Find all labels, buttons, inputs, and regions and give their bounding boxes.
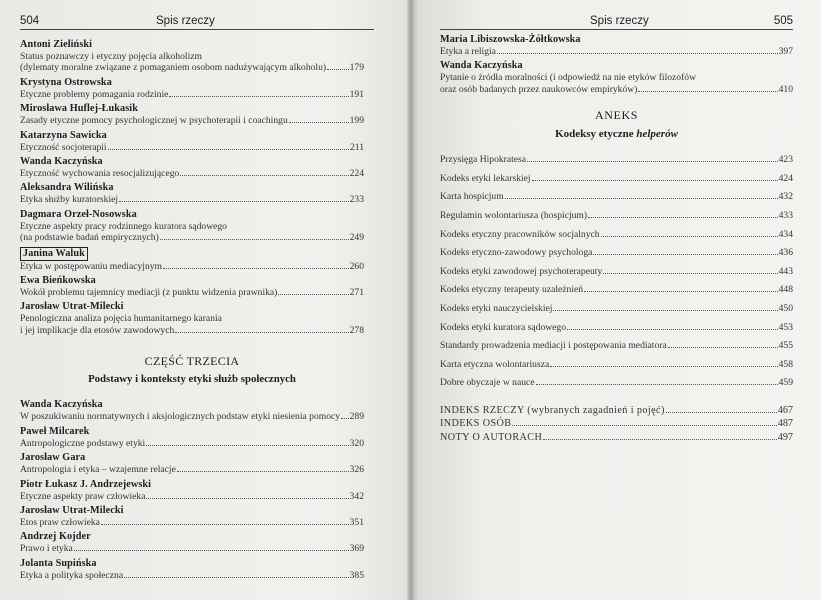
entry-author: Maria Libiszowska-Żółtkowska (440, 34, 581, 45)
toc-line (440, 418, 793, 429)
entry-author: Aleksandra Wilińska (20, 182, 114, 194)
book-gutter (406, 0, 414, 600)
entry-page: 199 (349, 115, 364, 127)
entry-title: Przysięga Hipokratesa (440, 154, 527, 166)
toc-entry (20, 156, 364, 179)
entry-page: 351 (349, 516, 364, 528)
toc-line (440, 359, 793, 370)
toc-line (20, 491, 364, 502)
toc-entry (20, 301, 364, 336)
annex-list (440, 154, 793, 389)
dot-leader (119, 201, 349, 202)
toc-line (440, 191, 793, 202)
dot-leader (341, 418, 349, 419)
toc-entry (20, 531, 364, 554)
toc-line (20, 517, 364, 528)
entry-page: 249 (349, 232, 364, 244)
index-list (440, 405, 793, 443)
dot-leader (497, 53, 778, 54)
entry-author: Mirosława Huflej-Łukasik (20, 103, 138, 115)
toc-line (440, 229, 793, 240)
entry-title: Standardy prowadzenia mediacji i postępowania mediatora (440, 340, 667, 352)
dot-leader (505, 198, 778, 199)
dot-leader (124, 577, 349, 578)
entry-page: 448 (778, 284, 793, 296)
toc-line (440, 405, 793, 416)
entry-page: 453 (778, 321, 793, 333)
toc-entry (20, 77, 364, 100)
annex-title-italic: helperów (636, 128, 678, 141)
dot-leader (146, 445, 348, 446)
entry-author-highlighted: Janina Waluk (20, 247, 88, 261)
entry-title: Etyczne problemy pomagania rodzinie (20, 88, 169, 100)
annex-label: ANEKS (594, 108, 638, 123)
entry-page: 443 (778, 265, 793, 277)
entry-title: Kodeks etyczny pracowników socjalnych (440, 228, 600, 240)
entry-page: 271 (349, 287, 364, 299)
entry-page: 455 (778, 340, 793, 352)
toc-line (440, 377, 793, 388)
annex-title-main: Kodeksy etyczne (555, 128, 634, 141)
dot-leader (550, 366, 777, 367)
entry-page: 320 (349, 437, 364, 449)
dot-leader (146, 498, 348, 499)
entry-title-line: Pytanie o źródła moralności (i odpowiedź na nie etyków filozofów (440, 72, 697, 84)
dot-leader (527, 161, 778, 162)
toc-line (20, 287, 364, 298)
toc-entries-part-three (20, 399, 364, 581)
toc-line (440, 84, 793, 95)
toc-line (20, 411, 364, 422)
entry-page: 289 (349, 411, 364, 423)
toc-line (20, 438, 364, 449)
entry-page: 326 (349, 464, 364, 476)
entry-page: 432 (778, 191, 793, 203)
entry-title: oraz osób badanych przez naukowców empiryków) (440, 83, 638, 95)
table-of-contents (20, 39, 364, 584)
entry-title: Zasady etyczne pomocy psychologicznej w psychoterapii i coachingu (20, 115, 288, 127)
toc-line (20, 168, 364, 179)
entry-author: Andrzej Kojder (20, 531, 91, 543)
entry-author: Wanda Kaczyńska (20, 156, 103, 168)
entry-page: 278 (349, 324, 364, 336)
toc-entry (20, 209, 364, 244)
toc-entry (440, 34, 793, 57)
toc-entry (20, 182, 364, 205)
entry-page: 458 (778, 358, 793, 370)
toc-line (20, 261, 364, 272)
entry-page: 179 (349, 62, 364, 74)
entry-title: Antropologia i etyka – wzajemne relacje (20, 464, 176, 476)
entry-page: 410 (778, 83, 793, 95)
dot-leader (169, 96, 348, 97)
entry-page: 369 (349, 543, 364, 555)
entry-author: Dagmara Orzeł-Nosowska (20, 208, 137, 220)
entry-author: Antoni Zieliński (20, 39, 93, 50)
toc-line (20, 115, 364, 126)
toc-entry (20, 39, 364, 74)
toc-line (20, 89, 364, 100)
dot-leader (101, 524, 349, 525)
dot-leader (543, 439, 777, 440)
toc-line (20, 194, 364, 205)
page-number: 504 (20, 15, 40, 27)
running-head (440, 4, 793, 30)
entry-author: Jarosław Gara (20, 452, 86, 464)
toc-entry (20, 479, 364, 502)
annex-title (440, 128, 793, 140)
entry-title: Kodeks etyczno-zawodowy psychologa (440, 247, 593, 259)
entry-author: Jarosław Utrat-Milecki (20, 301, 124, 313)
dot-leader (74, 550, 349, 551)
toc-line (20, 543, 364, 554)
toc-entry (20, 452, 364, 475)
entry-title: Antropologiczne podstawy etyki (20, 437, 146, 449)
toc-line (440, 247, 793, 258)
entry-title-line: Status poznawczy i etyczny pojęcia alkoholizm (20, 51, 202, 62)
entry-page: 433 (778, 210, 793, 221)
toc-line (440, 303, 793, 314)
toc-line (440, 284, 793, 295)
toc-entry (20, 399, 364, 422)
toc-line (440, 173, 793, 184)
dot-leader (567, 329, 778, 330)
entry-title: Etyczność wychowania resocjalizującego (20, 168, 180, 180)
running-title: Spis rzeczy (156, 15, 215, 27)
entry-title: Etyka a religia (440, 46, 496, 57)
toc-entry (20, 103, 364, 126)
toc-entry (20, 505, 364, 528)
entry-page: 434 (778, 228, 793, 240)
entry-page: 260 (349, 260, 364, 272)
toc-line (440, 210, 793, 221)
entry-title-line: Penologiczna analiza pojęcia humanitarnego karania (20, 313, 222, 325)
entry-title: i jej implikacje dla etosów zawodowych (20, 324, 175, 336)
entry-title: Kodeks etyki nauczycielskiej (440, 302, 553, 314)
entry-page: 436 (778, 247, 793, 259)
toc-line (20, 570, 364, 581)
toc-entry (20, 130, 364, 153)
dot-leader (278, 294, 348, 295)
running-title: Spis rzeczy (590, 15, 649, 27)
entry-title-line: Etyczne aspekty pracy rodzinnego kuratora sądowego (20, 220, 227, 232)
entry-title: Kodeks etyczny terapeuty uzależnień (440, 284, 584, 296)
entry-title: Etos praw człowieka (20, 516, 100, 528)
entry-page: 224 (349, 168, 364, 180)
entry-page: 342 (349, 490, 364, 502)
entry-title: Etyczność socjoterapii (20, 141, 107, 153)
entry-title: Etyczne aspekty praw człowieka (20, 490, 146, 502)
entry-author: Ewa Bieńkowska (20, 275, 96, 287)
toc-line (20, 142, 364, 153)
running-head (20, 4, 374, 30)
dot-leader (327, 69, 349, 70)
entry-title: Kodeks etyki kuratora sądowego (440, 321, 567, 333)
page-number: 505 (773, 15, 793, 27)
entry-page: 211 (349, 141, 364, 153)
entry-author: Piotr Łukasz J. Andrzejewski (20, 478, 152, 490)
entry-title: Dobre obyczaje w nauce (440, 377, 535, 389)
toc-line (440, 322, 793, 333)
right-page (414, 0, 821, 600)
entry-title: Wokół problemu tajemnicy mediacji (z punktu widzenia prawnika) (20, 287, 278, 299)
entry-author: Jarosław Utrat-Milecki (20, 504, 124, 516)
dot-leader (603, 273, 777, 274)
toc-entry (20, 275, 364, 298)
entry-page: 459 (778, 377, 793, 389)
toc-line (440, 46, 793, 57)
entry-title: W poszukiwaniu normatywnych i aksjologicznych podstaw etyki niesienia pomocy (20, 411, 341, 423)
entry-title: Karta hospicjum (440, 191, 504, 203)
entry-author: Katarzyna Sawicka (20, 129, 107, 141)
toc-entry (20, 558, 364, 581)
toc-line (440, 266, 793, 277)
dot-leader (553, 310, 777, 311)
entry-title: Prawo i etyka (20, 543, 73, 555)
entry-title: Regulamin wolontariusza (hospicjum) (440, 210, 588, 221)
entry-author: Wanda Kaczyńska (20, 399, 103, 411)
entry-page: 487 (777, 418, 793, 430)
dot-leader (536, 384, 778, 385)
entry-page: 191 (349, 88, 364, 100)
entry-title: (dylematy moralne związane z pomaganiem osobom nadużywającym alkoholu) (20, 62, 327, 74)
dot-leader (163, 268, 349, 269)
dot-leader (588, 217, 778, 218)
entry-author (20, 247, 364, 261)
toc-line (440, 432, 793, 443)
entry-title: Karta etyczna wolontariusza (440, 358, 550, 370)
entry-page: 467 (777, 404, 793, 416)
toc-line (440, 340, 793, 351)
toc-entries-top (440, 34, 793, 95)
entry-title: Etyka służby kuratorskiej (20, 194, 119, 206)
toc-entries-top (20, 39, 364, 336)
part-title: Podstawy i konteksty etyki służb społecznych (88, 373, 296, 386)
entry-page: 450 (778, 302, 793, 314)
entry-title: NOTY O AUTORACH (440, 431, 543, 443)
toc-line (440, 154, 793, 165)
dot-leader (668, 347, 778, 348)
toc-entry (440, 60, 793, 95)
dot-leader (177, 471, 349, 472)
entry-title: Etyka a polityka społeczna (20, 569, 124, 581)
dot-leader (593, 254, 777, 255)
dot-leader (289, 122, 349, 123)
part-label: CZĘŚĆ TRZECIA (144, 354, 240, 369)
entry-title: (na podstawie badań empirycznych) (20, 232, 159, 244)
dot-leader (601, 236, 778, 237)
table-of-contents (440, 34, 793, 445)
toc-entry (20, 247, 364, 272)
entry-title: INDEKS OSÓB (440, 418, 512, 430)
entry-author: Jolanta Supińska (20, 557, 97, 569)
toc-line (20, 232, 364, 243)
entry-title: INDEKS RZECZY (wybranych zagadnień i pojęć) (440, 404, 665, 416)
toc-entry (20, 426, 364, 449)
left-page (0, 0, 406, 600)
separator (440, 396, 793, 405)
entry-page: 385 (349, 569, 364, 581)
entry-page: 423 (778, 154, 793, 166)
entry-author: Paweł Milcarek (20, 425, 90, 437)
entry-page: 497 (777, 431, 793, 443)
entry-author: Wanda Kaczyńska (440, 60, 523, 72)
entry-title: Kodeks etyki zawodowej psychoterapeuty (440, 265, 603, 277)
toc-line (20, 325, 364, 336)
entry-page: 233 (349, 194, 364, 206)
toc-line (20, 62, 364, 73)
entry-page: 424 (778, 172, 793, 184)
dot-leader (108, 149, 349, 150)
dot-leader (175, 332, 348, 333)
entry-author: Krystyna Ostrowska (20, 76, 112, 88)
entry-title: Kodeks etyki lekarskiej (440, 172, 531, 184)
dot-leader (666, 412, 777, 413)
entry-title: Etyka w postępowaniu mediacyjnym (20, 260, 163, 272)
entry-page: 397 (778, 46, 793, 57)
dot-leader (584, 291, 778, 292)
dot-leader (180, 175, 348, 176)
dot-leader (512, 425, 776, 426)
dot-leader (638, 91, 777, 92)
dot-leader (532, 180, 778, 181)
toc-line (20, 464, 364, 475)
dot-leader (160, 239, 349, 240)
